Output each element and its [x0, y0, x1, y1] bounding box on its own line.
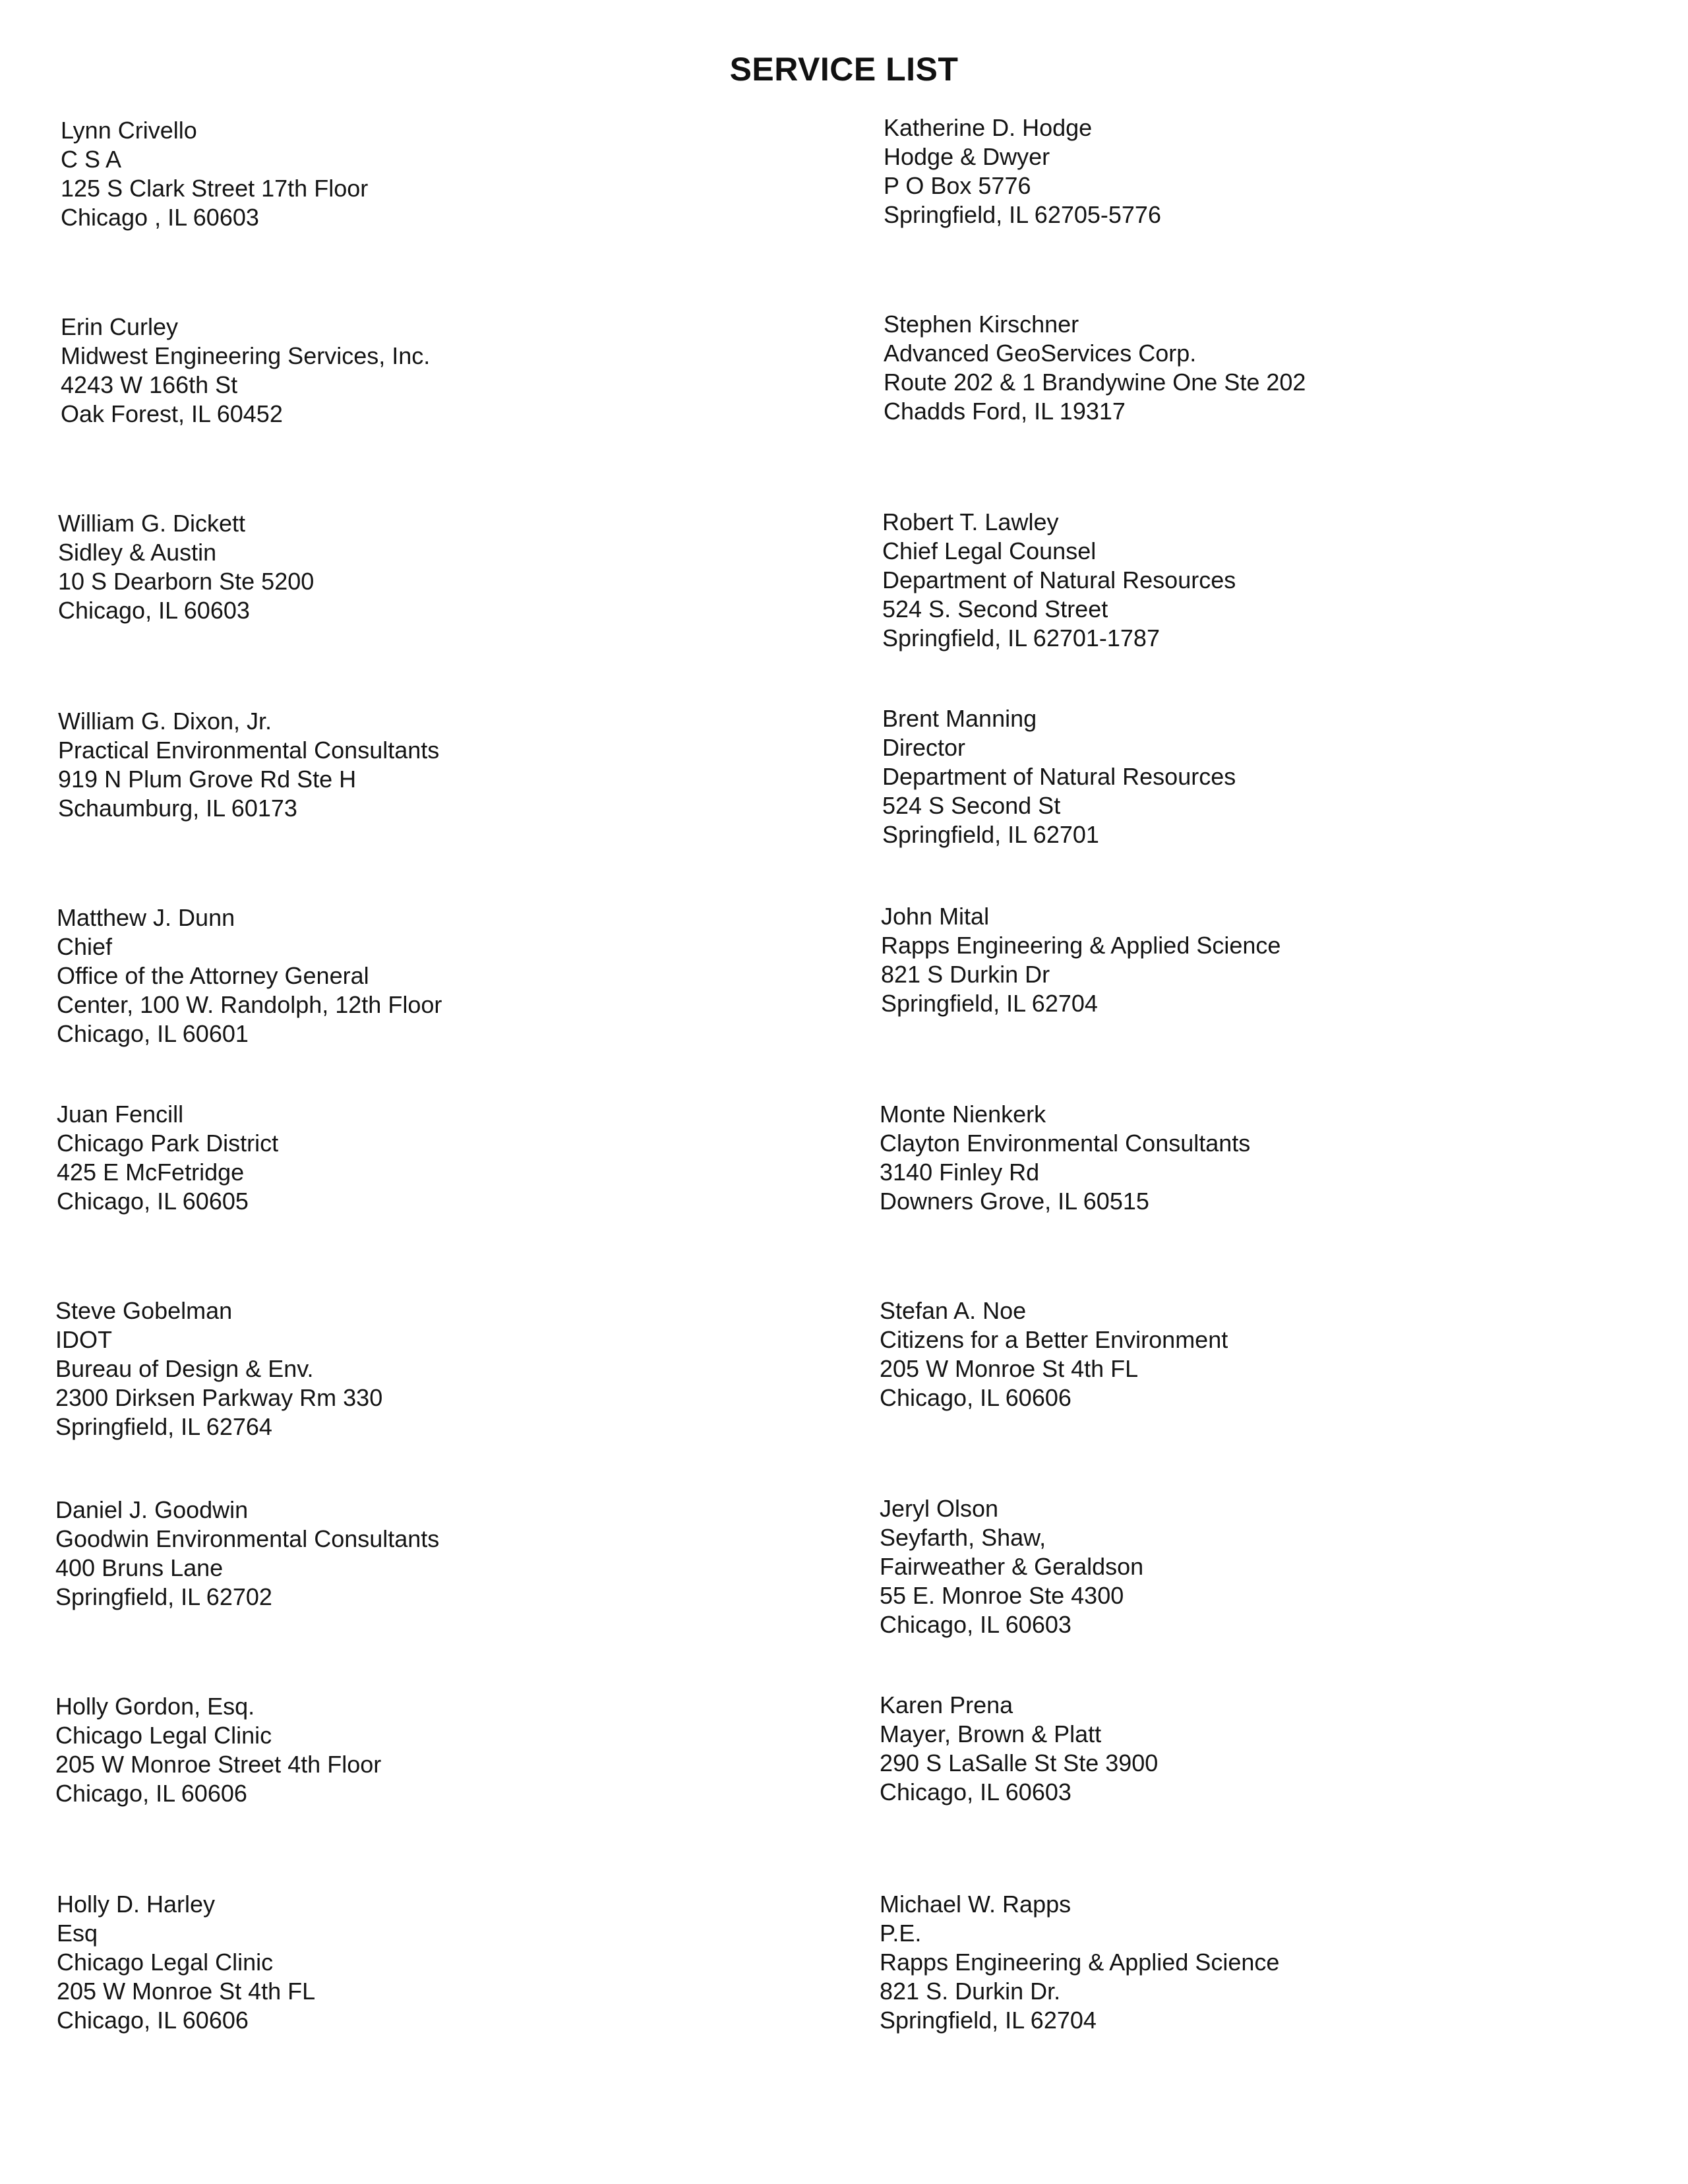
address-entry [884, 310, 1306, 426]
address-entry [58, 707, 439, 823]
address-line: Springfield, IL 62701 [882, 821, 1099, 848]
address-line: Advanced GeoServices Corp. [884, 340, 1197, 367]
contact-name: William G. Dickett [58, 510, 246, 537]
address-line: Office of the Attorney General [57, 962, 369, 989]
contact-name: Stefan A. Noe [880, 1297, 1027, 1324]
address-line: Hodge & Dwyer [884, 143, 1050, 170]
address-line: Citizens for a Better Environment [880, 1326, 1228, 1353]
contact-name: Karen Prena [880, 1691, 1013, 1718]
address-line: Seyfarth, Shaw, [880, 1524, 1046, 1551]
address-line: IDOT [55, 1326, 112, 1353]
address-line: 425 E McFetridge [57, 1159, 245, 1186]
address-line: Springfield, IL 62702 [55, 1583, 272, 1610]
contact-name: Erin Curley [61, 313, 179, 340]
address-line: Clayton Environmental Consultants [880, 1130, 1251, 1157]
contact-name: Katherine D. Hodge [884, 114, 1093, 141]
address-entry [881, 902, 1281, 1018]
contact-name: Daniel J. Goodwin [55, 1496, 249, 1523]
address-line: 400 Bruns Lane [55, 1554, 224, 1581]
address-line: Bureau of Design & Env. [55, 1355, 314, 1382]
contact-name: Lynn Crivello [61, 117, 197, 144]
address-line: 821 S. Durkin Dr. [880, 1978, 1061, 2005]
contact-name: Brent Manning [882, 705, 1037, 732]
address-line: Springfield, IL 62704 [881, 990, 1098, 1017]
contact-name: Matthew J. Dunn [57, 904, 235, 931]
address-entry [884, 113, 1161, 229]
address-line: 125 S Clark Street 17th Floor [61, 175, 369, 202]
address-line: 10 S Dearborn Ste 5200 [58, 568, 315, 595]
address-line: 2300 Dirksen Parkway Rm 330 [55, 1384, 383, 1411]
address-line: Springfield, IL 62701-1787 [882, 624, 1160, 652]
page-title: SERVICE LIST [729, 51, 959, 88]
address-entry [880, 1100, 1250, 1216]
contact-name: Stephen Kirschner [884, 311, 1079, 338]
address-line: Downers Grove, IL 60515 [880, 1188, 1149, 1215]
address-entry [55, 1496, 439, 1612]
address-line: Chicago Legal Clinic [57, 1949, 274, 1976]
address-line: Springfield, IL 62705-5776 [884, 201, 1161, 228]
address-line: 205 W Monroe St 4th FL [57, 1978, 316, 2005]
contact-name: Monte Nienkerk [880, 1101, 1046, 1128]
address-entry [61, 116, 368, 232]
address-entry [55, 1296, 382, 1441]
address-entry [61, 313, 430, 429]
address-line: Chicago , IL 60603 [61, 204, 259, 231]
address-line: 3140 Finley Rd [880, 1159, 1040, 1186]
address-line: Chicago, IL 60606 [880, 1384, 1071, 1411]
address-entry [57, 903, 442, 1048]
contact-name: Steve Gobelman [55, 1297, 233, 1324]
address-line: Practical Environmental Consultants [58, 737, 440, 764]
address-entry [880, 1494, 1143, 1639]
address-line: 524 S. Second Street [882, 595, 1108, 622]
address-line: Esq [57, 1920, 98, 1947]
address-line: Chicago, IL 60601 [57, 1020, 249, 1047]
address-line: Chicago Legal Clinic [55, 1722, 272, 1749]
contact-name: Holly D. Harley [57, 1891, 216, 1918]
address-line: Sidley & Austin [58, 539, 217, 566]
address-line: 55 E. Monroe Ste 4300 [880, 1582, 1124, 1609]
address-line: Chicago, IL 60603 [58, 597, 250, 624]
address-line: Chicago, IL 60606 [57, 2007, 249, 2034]
address-line: Chicago Park District [57, 1130, 279, 1157]
contact-name: Michael W. Rapps [880, 1891, 1071, 1918]
address-line: Chief Legal Counsel [882, 537, 1097, 564]
address-line: 524 S Second St [882, 792, 1061, 819]
address-entry [57, 1100, 278, 1216]
address-line: P.E. [880, 1920, 922, 1947]
address-line: Schaumburg, IL 60173 [58, 795, 297, 822]
address-line: C S A [61, 146, 122, 173]
address-line: Center, 100 W. Randolph, 12th Floor [57, 991, 442, 1018]
address-line: Rapps Engineering & Applied Science [880, 1949, 1280, 1976]
contact-name: Juan Fencill [57, 1101, 184, 1128]
address-line: Springfield, IL 62764 [55, 1413, 272, 1440]
address-line: Midwest Engineering Services, Inc. [61, 342, 431, 369]
address-line: 205 W Monroe St 4th FL [880, 1355, 1139, 1382]
address-line: Goodwin Environmental Consultants [55, 1525, 440, 1552]
address-line: Route 202 & 1 Brandywine One Ste 202 [884, 369, 1306, 396]
address-line: P O Box 5776 [884, 172, 1031, 199]
address-line: 821 S Durkin Dr [881, 961, 1050, 988]
address-line: 290 S LaSalle St Ste 3900 [880, 1749, 1159, 1776]
address-entry [880, 1691, 1158, 1807]
address-line: Chicago, IL 60603 [880, 1611, 1071, 1638]
address-entry [882, 704, 1236, 849]
address-line: Director [882, 734, 966, 761]
address-line: Chicago, IL 60606 [55, 1780, 247, 1807]
address-entry [58, 509, 314, 625]
address-entry [882, 508, 1236, 653]
address-line: Fairweather & Geraldson [880, 1553, 1144, 1580]
contact-name: John Mital [881, 903, 990, 930]
address-line: Oak Forest, IL 60452 [61, 400, 283, 427]
contact-name: William G. Dixon, Jr. [58, 708, 272, 735]
address-line: Department of Natural Resources [882, 566, 1236, 593]
address-line: Department of Natural Resources [882, 763, 1236, 790]
contact-name: Holly Gordon, Esq. [55, 1693, 255, 1720]
address-entry [55, 1692, 381, 1808]
contact-name: Jeryl Olson [880, 1495, 999, 1522]
contact-name: Robert T. Lawley [882, 508, 1059, 535]
address-line: Chadds Ford, IL 19317 [884, 398, 1126, 425]
address-line: Springfield, IL 62704 [880, 2007, 1097, 2034]
address-line: 919 N Plum Grove Rd Ste H [58, 766, 357, 793]
address-line: Chicago, IL 60605 [57, 1188, 249, 1215]
address-line: Rapps Engineering & Applied Science [881, 932, 1281, 959]
address-line: Mayer, Brown & Platt [880, 1720, 1102, 1747]
address-line: 205 W Monroe Street 4th Floor [55, 1751, 382, 1778]
address-entry [57, 1890, 315, 2035]
address-line: Chicago, IL 60603 [880, 1778, 1071, 1805]
address-line: 4243 W 166th St [61, 371, 238, 398]
address-entry [880, 1890, 1279, 2035]
address-entry [880, 1296, 1228, 1412]
address-line: Chief [57, 933, 113, 960]
